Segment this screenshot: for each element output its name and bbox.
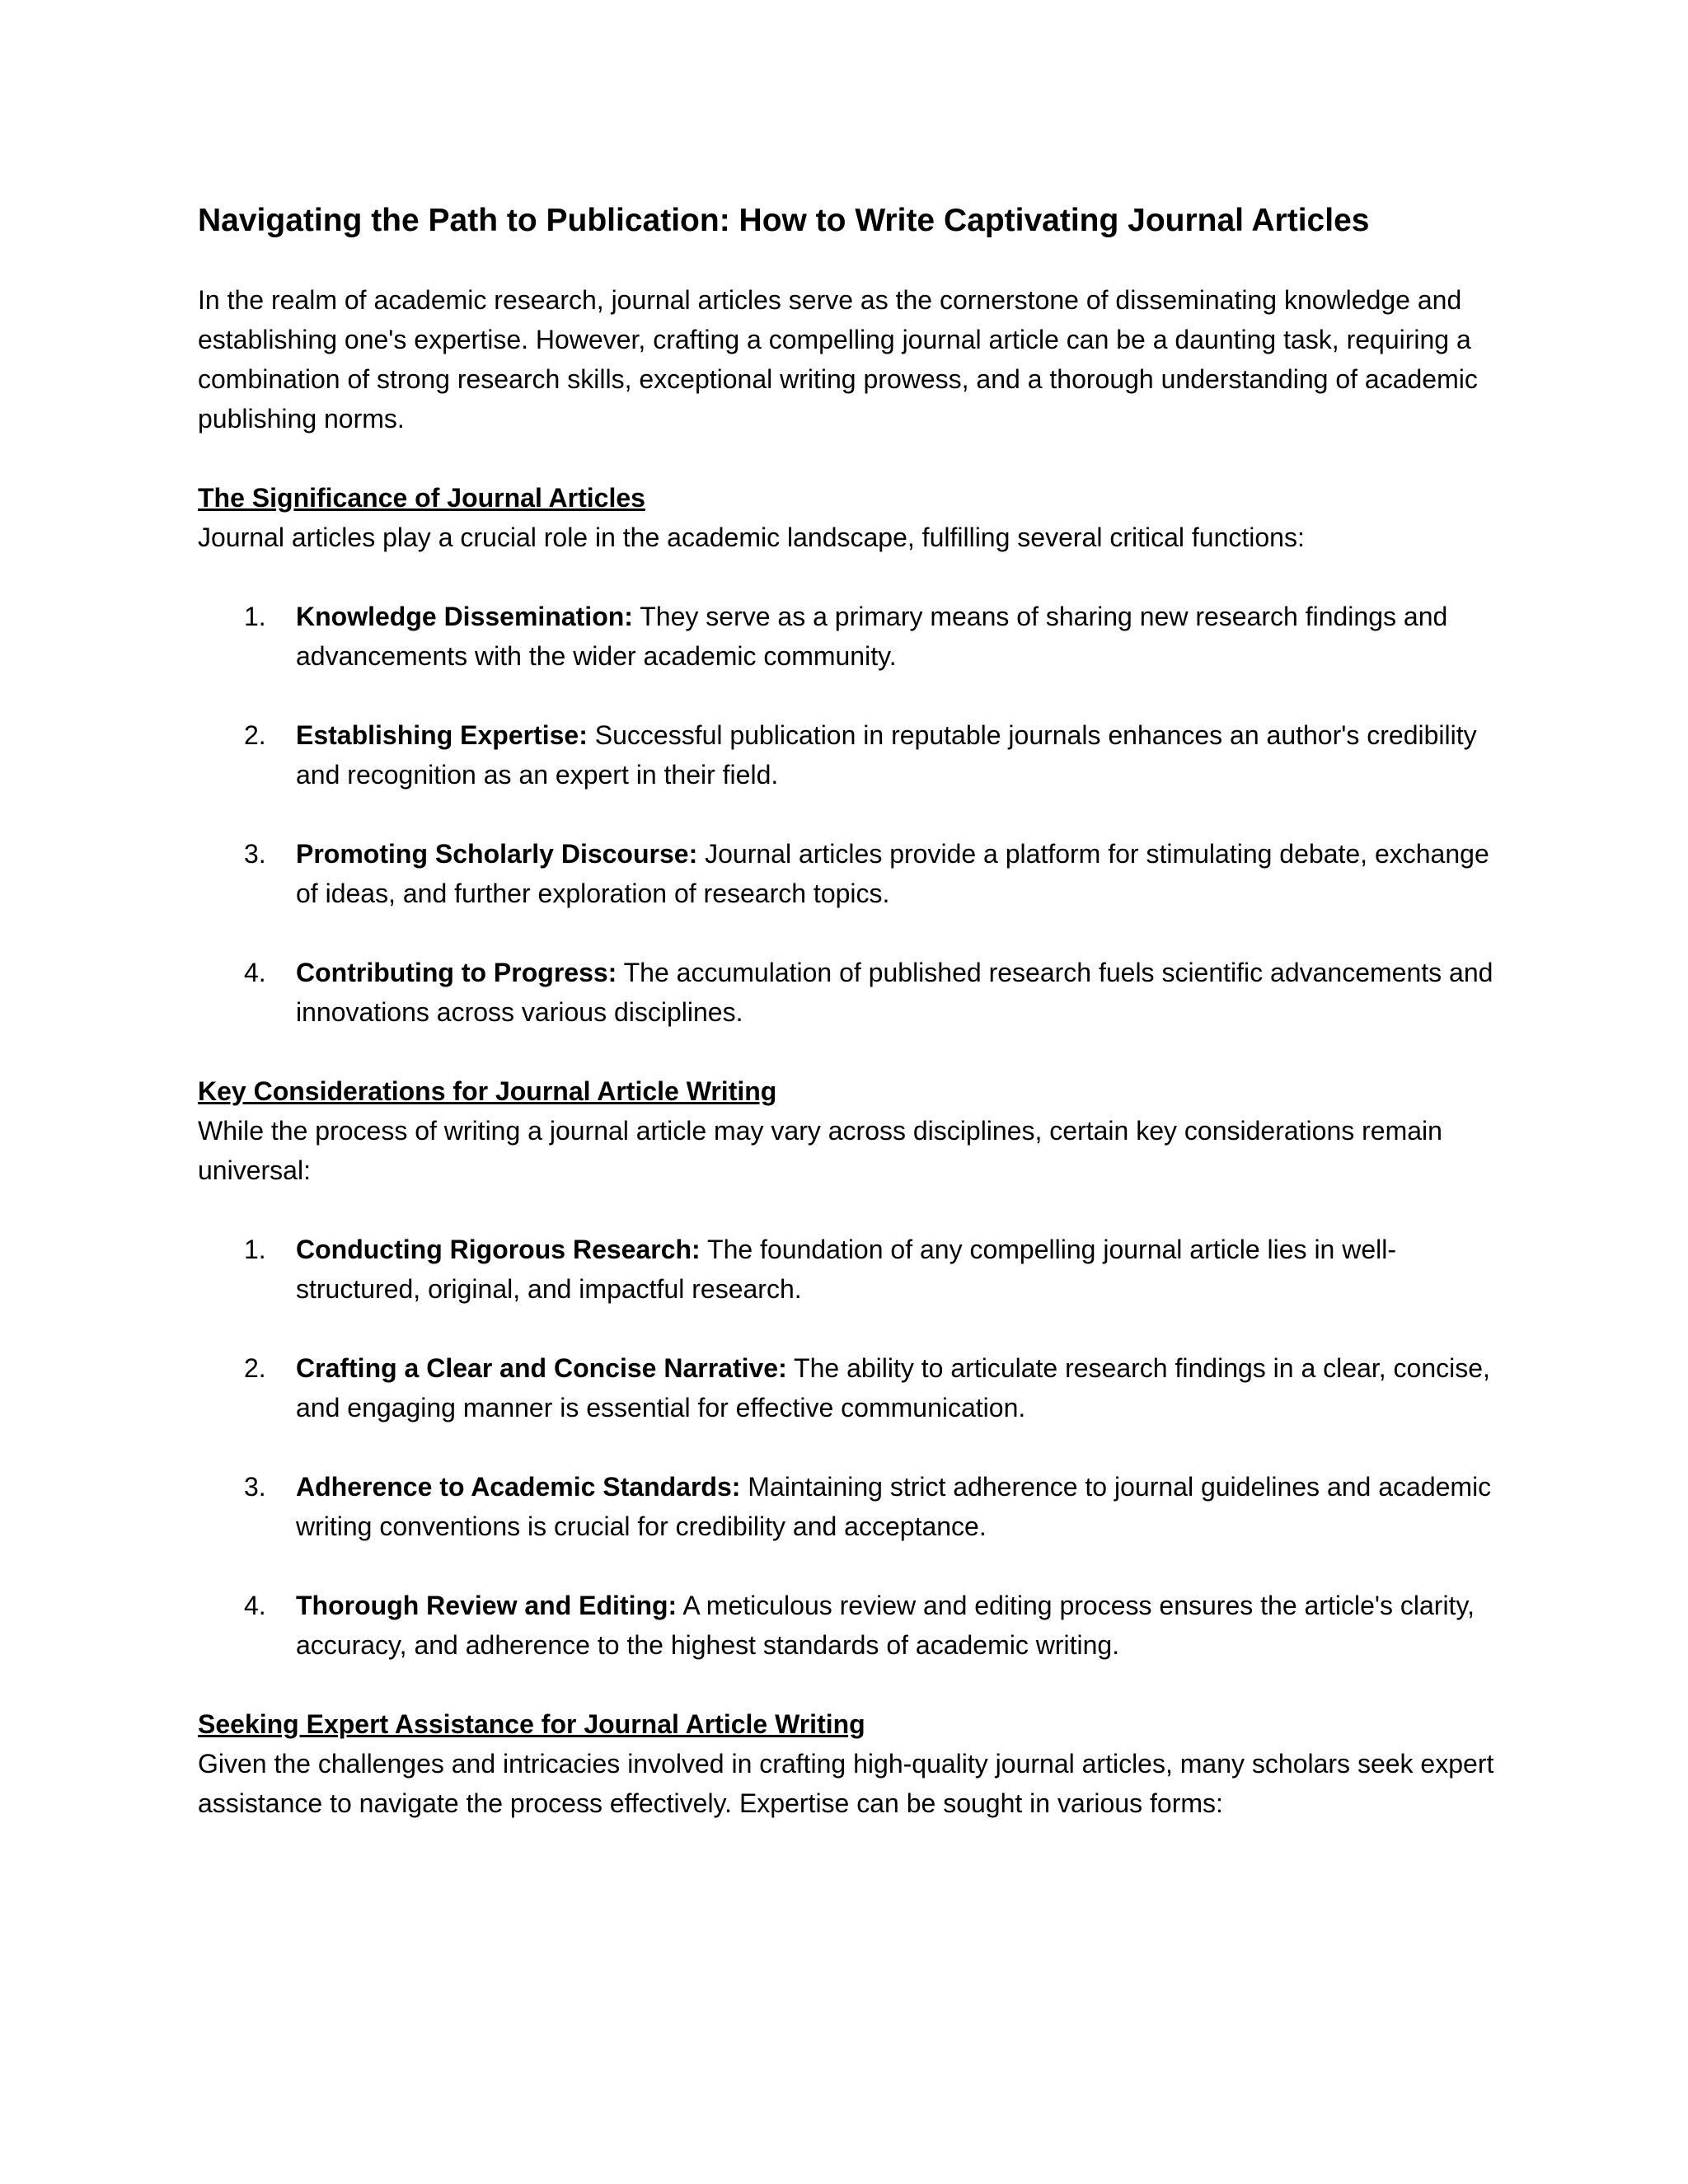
list-term: Adherence to Academic Standards: <box>296 1472 741 1502</box>
list-text: A meticulous review and editing process ensures the article's clarity, accuracy, and adherence to the highest standards of academic writing. <box>296 1591 1475 1660</box>
list-number: 3. <box>244 1472 266 1502</box>
section-heading: Key Considerations for Journal Article Writing <box>198 1076 777 1106</box>
document-body <box>198 196 1500 1823</box>
list-number: 2. <box>244 1353 266 1383</box>
list-term: Knowledge Dissemination: <box>296 602 633 631</box>
list-text: The foundation of any compelling journal article lies in well-structured, original, and impactful research. <box>296 1235 1397 1304</box>
intro-paragraph: In the realm of academic research, journal articles serve as the cornerstone of disseminating knowledge and establishing one's expertise. However, crafting a compelling journal article can be a daunting task, requiring a combination of strong research skills, exceptional writing prowess, and a thorough understanding of academic publishing norms. <box>198 285 1478 434</box>
list-text: Maintaining strict adherence to journal guidelines and academic writing conventions is crucial for credibility and acceptance. <box>296 1472 1492 1541</box>
list-text: Journal articles provide a platform for stimulating debate, exchange of ideas, and further exploration of research topics. <box>296 839 1489 908</box>
section-heading: The Significance of Journal Articles <box>198 483 645 513</box>
list-term: Promoting Scholarly Discourse: <box>296 839 698 869</box>
list-text: They serve as a primary means of sharing new research findings and advancements with the wider academic community. <box>296 602 1448 671</box>
list-item <box>198 834 1500 913</box>
list-text: Successful publication in reputable journals enhances an author's credibility and recognition as an expert in their field. <box>296 720 1477 790</box>
section-heading: Seeking Expert Assistance for Journal Article Writing <box>198 1709 865 1739</box>
section-significance <box>198 478 1500 1032</box>
list-number: 3. <box>244 839 266 869</box>
numbered-list <box>198 1230 1500 1665</box>
list-number: 4. <box>244 958 266 987</box>
list-number: 4. <box>244 1591 266 1620</box>
list-number: 2. <box>244 720 266 750</box>
section-key-considerations <box>198 1071 1500 1665</box>
list-term: Crafting a Clear and Concise Narrative: <box>296 1353 787 1383</box>
document-title: Navigating the Path to Publication: How to Write Captivating Journal Articles <box>198 203 1370 238</box>
list-term: Thorough Review and Editing: <box>296 1591 678 1620</box>
section-paragraph: Given the challenges and intricacies involved in crafting high-quality journal articles, many scholars seek expert assistance to navigate the process effectively. Expertise can be sought in various forms: <box>198 1749 1494 1818</box>
section-paragraph: While the process of writing a journal article may vary across disciplines, certain key considerations remain universal: <box>198 1116 1442 1185</box>
list-item <box>198 1230 1500 1309</box>
list-term: Establishing Expertise: <box>296 720 588 750</box>
list-text: The ability to articulate research findings in a clear, concise, and engaging manner is essential for effective communication. <box>296 1353 1490 1422</box>
list-text: The accumulation of published research fuels scientific advancements and innovations across various disciplines. <box>296 958 1493 1027</box>
list-number: 1. <box>244 1235 266 1264</box>
numbered-list <box>198 597 1500 1032</box>
list-term: Contributing to Progress: <box>296 958 617 987</box>
list-number: 1. <box>244 602 266 631</box>
section-expert-assistance <box>198 1704 1500 1823</box>
list-item <box>198 1586 1500 1665</box>
list-item <box>198 597 1500 676</box>
section-paragraph: Journal articles play a crucial role in the academic landscape, fulfilling several critical functions: <box>198 523 1305 552</box>
list-item <box>198 715 1500 794</box>
list-term: Conducting Rigorous Research: <box>296 1235 701 1264</box>
list-item <box>198 953 1500 1032</box>
list-item <box>198 1348 1500 1427</box>
list-item <box>198 1467 1500 1546</box>
